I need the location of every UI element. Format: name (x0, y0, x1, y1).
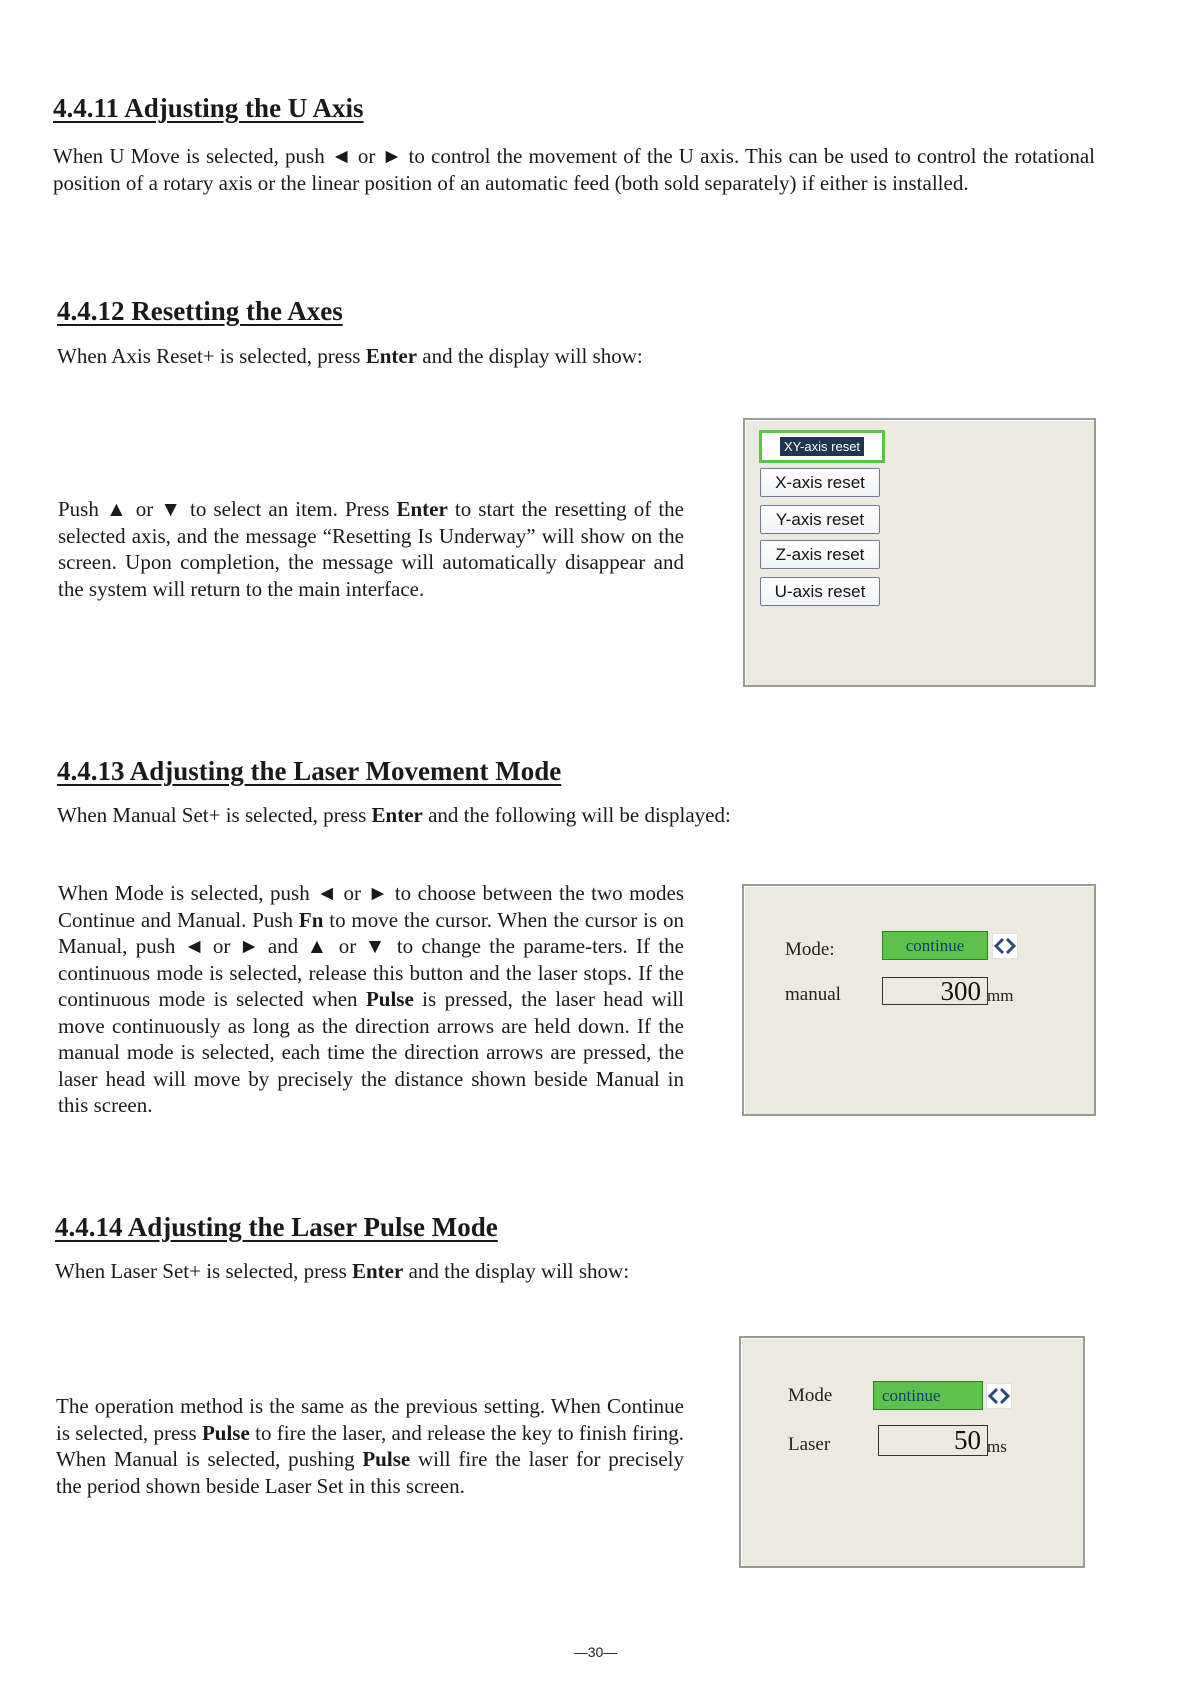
manual-label: manual (785, 984, 841, 1005)
section-heading-4-4-14: 4.4.14 Adjusting the Laser Pulse Mode (55, 1212, 498, 1242)
laser-unit: ms (987, 1437, 1007, 1456)
paragraph-pulse-mode: The operation method is the same as the previous setting. When Continue is selected, press Pulse to fire the laser, and release the key to finish firing. When Manual is selected, pushing Pulse will fire the laser for precisely the period shown beside Laser Set in this screen. (56, 1394, 685, 1498)
y-axis-reset-button[interactable]: Y-axis reset (760, 505, 880, 534)
page-number: —30— (573, 1644, 618, 1660)
section-heading-4-4-12: 4.4.12 Resetting the Axes (57, 296, 343, 326)
axis-reset-panel (743, 418, 1096, 687)
intro-manual-set: When Manual Set+ is selected, press Enter and the following will be displayed: (57, 803, 731, 827)
mode-label: Mode (788, 1385, 833, 1406)
paragraph-movement-mode: When Mode is selected, push ◄ or ► to choose between the two modes Continue and Manual. Push Fn to move the cursor. When the cursor is on Manual, push ◄ or ► and ▲ or ▼ to change the parame-ters. If the continuous mode is selected, release this button and the laser stops. If the continuous mode is selected when Pulse is pressed, the laser head will move continuously as long as the direction arrows are held down. If the manual mode is selected, each time the direction arrows are pressed, the laser head will move by precisely the distance shown beside Manual in this screen. (58, 881, 685, 1117)
manual-unit: mm (987, 986, 1014, 1005)
mode-select[interactable]: continue (873, 1381, 983, 1410)
section-heading-4-4-11: 4.4.11 Adjusting the U Axis (53, 93, 364, 123)
manual-distance-field[interactable]: 300 (882, 977, 988, 1005)
z-axis-reset-button[interactable]: Z-axis reset (760, 540, 880, 569)
left-right-arrows-icon[interactable] (986, 1383, 1012, 1409)
paragraph-axis-reset: Push ▲ or ▼ to select an item. Press Enter to start the resetting of the selected axis, and the message “Resetting Is Underway” will show on the screen. Upon completion, the message will automatically disappear and the system will return to the main interface. (58, 497, 684, 601)
mode-label: Mode: (785, 939, 835, 960)
intro-axis-reset: When Axis Reset+ is selected, press Enter and the display will show: (57, 344, 643, 368)
movement-mode-panel (742, 884, 1096, 1116)
paragraph-u-axis: When U Move is selected, push ◄ or ► to control the movement of the U axis. This can be used to control the rotational position of a rotary axis or the linear position of an automatic feed (both sold separately) if either is installed. (53, 144, 1095, 195)
left-right-arrows-icon[interactable] (992, 933, 1018, 959)
pulse-mode-panel (739, 1336, 1085, 1568)
laser-period-field[interactable]: 50 (878, 1425, 988, 1456)
section-heading-4-4-13: 4.4.13 Adjusting the Laser Movement Mode (57, 756, 562, 786)
xy-axis-reset-button[interactable]: XY-axis reset (759, 430, 885, 463)
mode-select[interactable]: continue (882, 931, 988, 960)
u-axis-reset-button[interactable]: U-axis reset (760, 577, 880, 606)
x-axis-reset-button[interactable]: X-axis reset (760, 468, 880, 497)
laser-label: Laser (788, 1434, 831, 1455)
intro-laser-set: When Laser Set+ is selected, press Enter and the display will show: (55, 1259, 630, 1283)
